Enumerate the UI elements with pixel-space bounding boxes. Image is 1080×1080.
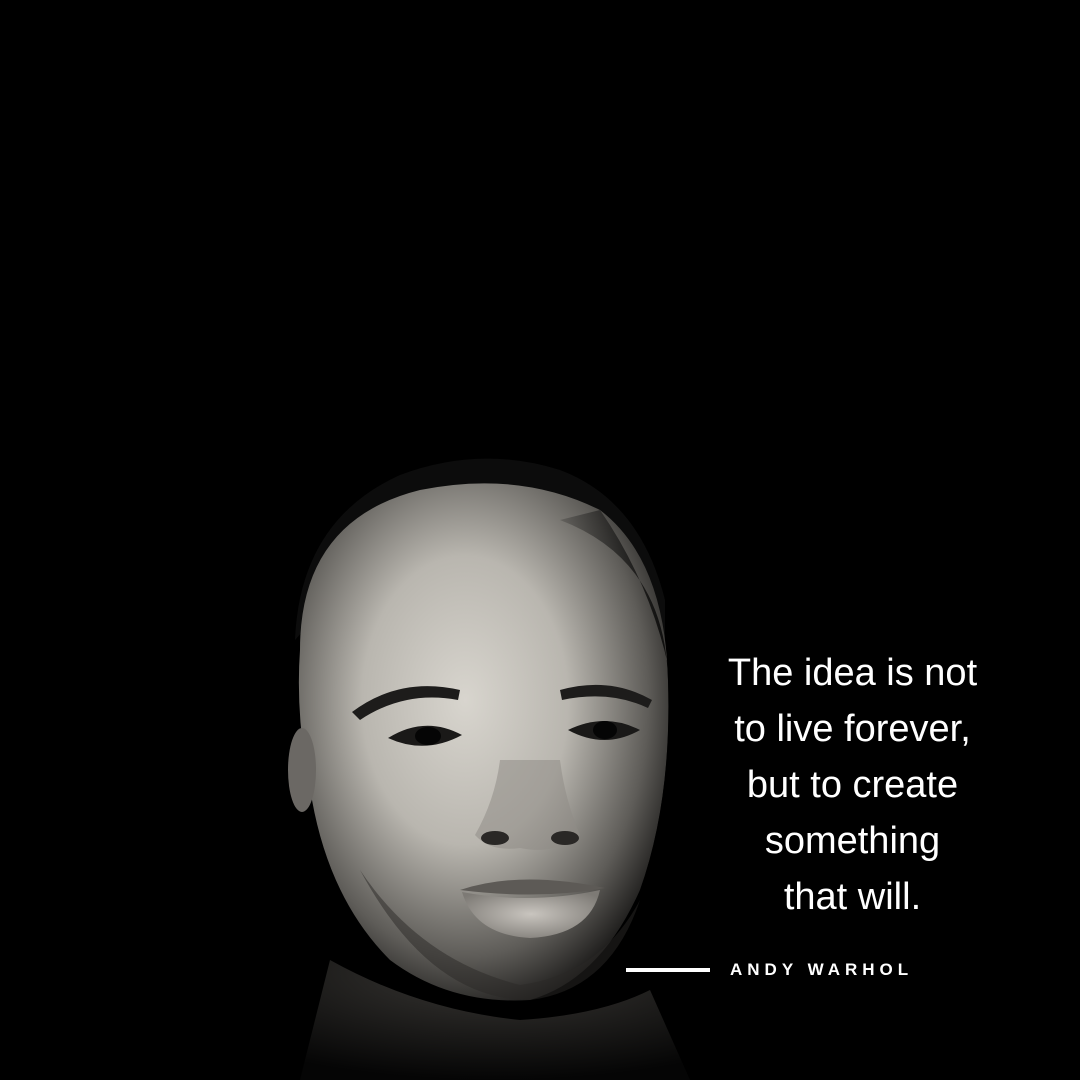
quote-line: that will. — [783, 876, 922, 918]
author-name: ANDY WARHOL — [730, 960, 914, 979]
quote-line: to live forever, — [734, 708, 971, 750]
quote-line: but to create — [746, 764, 959, 806]
quote-line: The idea is not — [727, 652, 978, 694]
quote-line: something — [764, 820, 941, 862]
quote-text — [700, 645, 1005, 925]
attribution — [626, 955, 913, 985]
ear-shape — [288, 728, 316, 812]
attribution-rule-divider — [626, 968, 710, 972]
